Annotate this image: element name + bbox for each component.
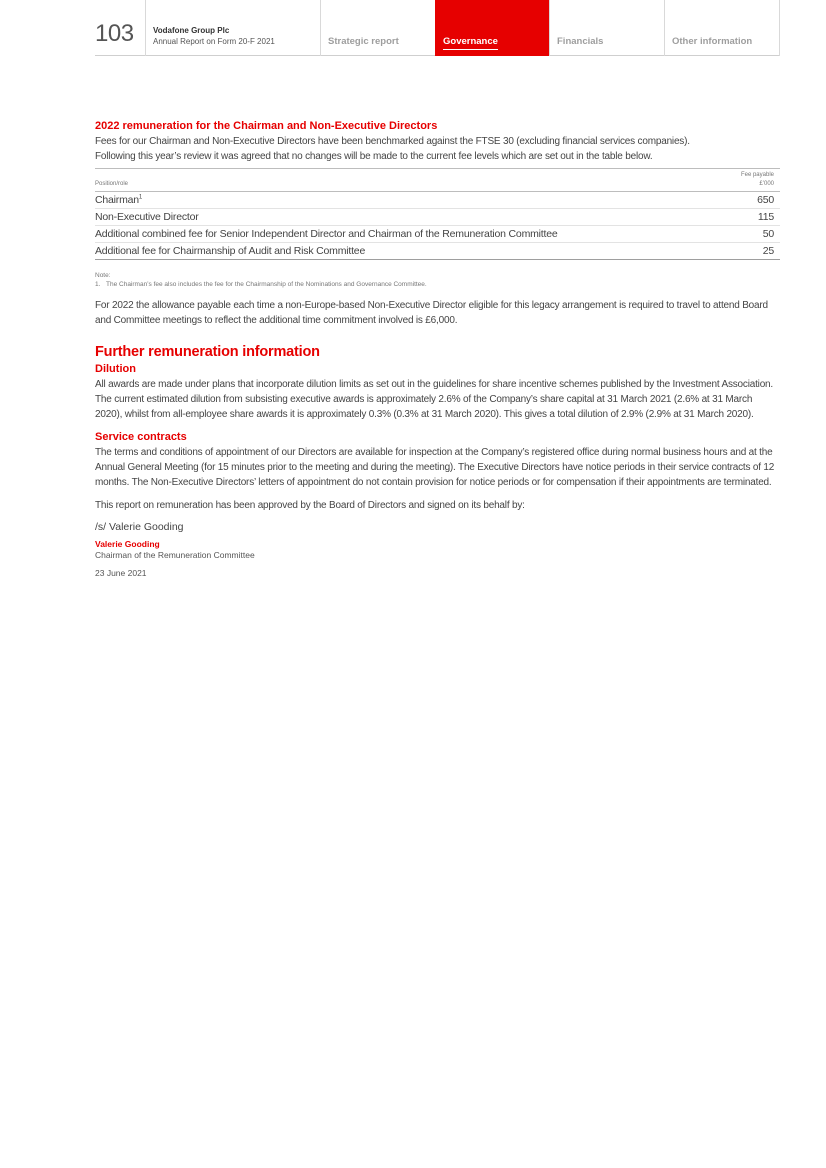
column-header-position: Position/role	[95, 169, 727, 192]
footnote	[95, 281, 780, 288]
table-row	[95, 209, 780, 226]
table-row	[95, 243, 780, 260]
section-heading-2022-remuneration: 2022 remuneration for the Chairman and Non-Executive Directors	[95, 120, 438, 132]
table-header-row	[95, 169, 780, 192]
signature: /s/ Valerie Gooding	[95, 521, 184, 533]
fees-table	[95, 168, 780, 260]
report-subtitle: Annual Report on Form 20-F 2021	[153, 37, 275, 46]
position-cell: Additional fee for Chairmanship of Audit and Risk Committee	[95, 243, 727, 260]
section-heading-further-remuneration: Further remuneration information	[95, 344, 320, 360]
page-number: 103	[95, 20, 134, 47]
footnote-text: The Chairman’s fee also includes the fee for the Chairmanship of the Nominations and Governance Committee.	[106, 281, 427, 288]
footnote-marker: 1	[138, 194, 143, 201]
fee-header-line-2: £’000	[759, 181, 774, 187]
tab-other-information[interactable]: Other information	[672, 36, 753, 47]
table-row	[95, 192, 780, 209]
intro-line-2: Following this year’s review it was agreed that no changes will be made to the current fee levels which are set out in the table below.	[95, 151, 653, 162]
header-divider	[145, 0, 146, 56]
position-cell: Chairman$^1$	[95, 192, 727, 209]
page-header	[95, 0, 780, 56]
position-cell: Non-Executive Director	[95, 209, 727, 226]
company-name: Vodafone Group Plc	[153, 26, 230, 35]
allowance-paragraph: For 2022 the allowance payable each time a non-Europe-based Non-Executive Director eligible for this legacy arrangement is required to travel to attend Board and Committee meetings to reflect the additional time commitment involved is £6,000.	[95, 300, 768, 326]
main-content	[95, 120, 780, 578]
fee-header-line-1: Fee payable	[740, 172, 774, 178]
fee-cell: 25	[727, 243, 780, 260]
header-divider	[779, 0, 780, 56]
position-cell: Additional combined fee for Senior Independent Director and Chairman of the Remuneration Committee	[95, 226, 727, 243]
fee-cell: 650	[727, 192, 780, 209]
footnote-number: 1.	[95, 281, 101, 288]
tab-financials[interactable]: Financials	[557, 36, 604, 47]
subheading-dilution: Dilution	[95, 363, 136, 375]
signer-role: Chairman of the Remuneration Committee	[95, 550, 255, 560]
dilution-paragraph: All awards are made under plans that incorporate dilution limits as set out in the guidelines for share incentive schemes published by the Investment Association. The current estimated dilution from subsisting executive awards is approximately 2.6% of the Company’s share capital at 31 March 2021 (2.6% at 31 March 2020), whilst from all-employee share awards it is approximately 0.3% (0.3% at 31 March 2020). This gives a total dilution of 2.9% (2.9% at 31 March 2020).	[95, 379, 773, 420]
tab-strategic-report[interactable]: Strategic report	[328, 36, 399, 47]
tab-governance[interactable]: Governance	[435, 0, 549, 56]
subheading-service-contracts: Service contracts	[95, 431, 187, 443]
fee-cell: 50	[727, 226, 780, 243]
note-title: Note:	[95, 272, 111, 279]
service-contracts-paragraph: The terms and conditions of appointment of our Directors are available for inspection at the Company’s registered office during normal business hours and at the Annual General Meeting (for 15 minutes prior to the meeting and during the meeting). The Executive Directors have notice periods in their service contracts of 12 months. The Non-Executive Directors’ letters of appointment do not contain provision for notice periods or for compensation if their appointments are terminated.	[95, 447, 775, 488]
table-row	[95, 226, 780, 243]
signature-date: 23 June 2021	[95, 568, 147, 578]
fee-cell: 115	[727, 209, 780, 226]
signer-name: Valerie Gooding	[95, 539, 160, 549]
intro-line-1: Fees for our Chairman and Non-Executive Directors have been benchmarked against the FTSE 30 (excluding financial services companies).	[95, 136, 690, 147]
column-header-fee	[727, 169, 780, 192]
approval-paragraph: This report on remuneration has been approved by the Board of Directors and signed on its behalf by:	[95, 500, 525, 511]
